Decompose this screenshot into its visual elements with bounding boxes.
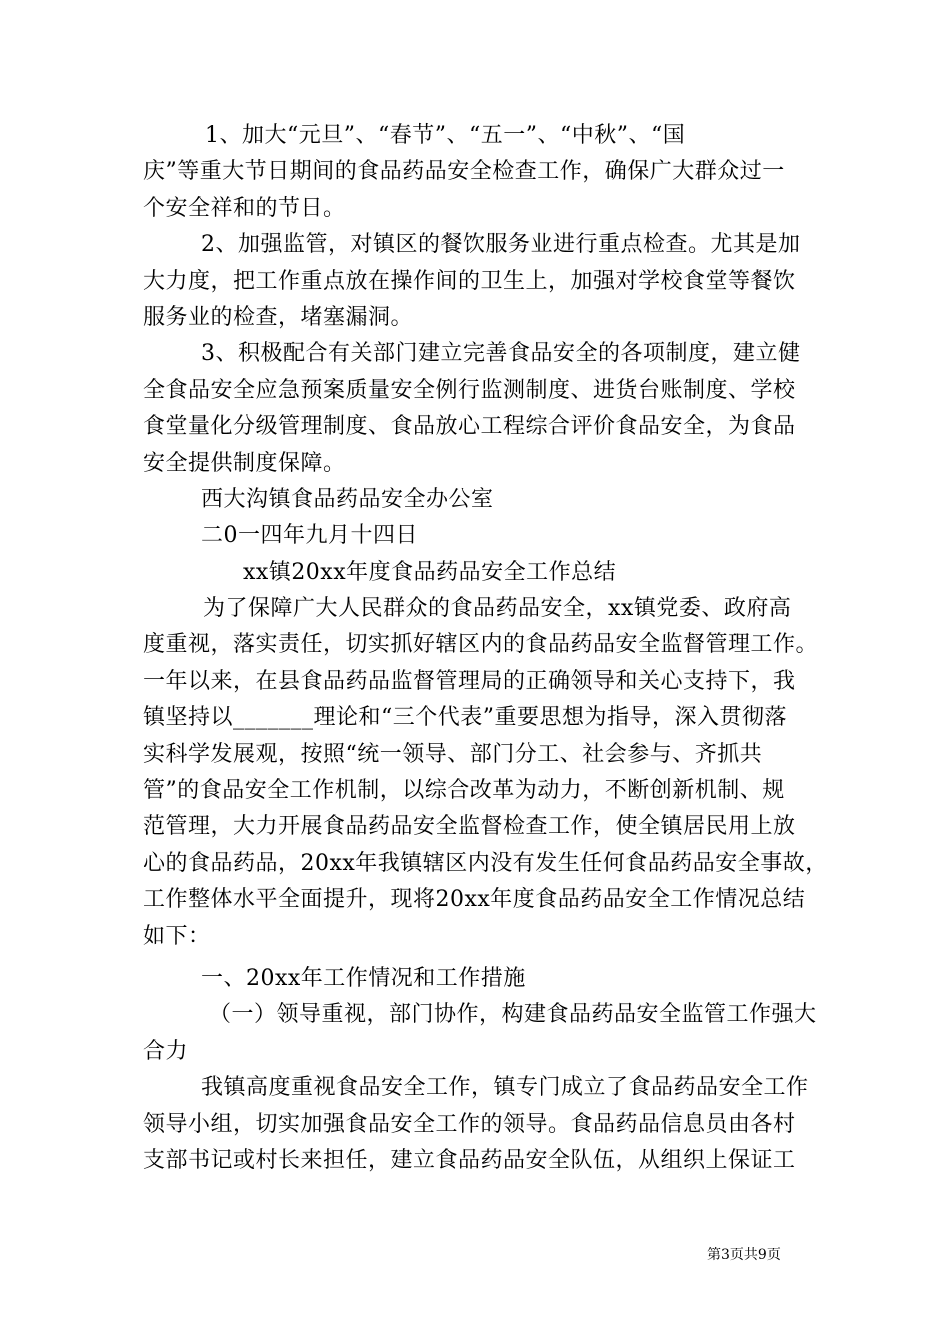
paragraph-line: 安全提供制度保障。 [143,450,346,476]
paragraph-line: 一年以来，在县食品药品监督管理局的正确领导和关心支持下，我 [143,668,796,694]
section-title: xx镇20xx年度食品药品安全工作总结 [243,559,617,585]
paragraph-line: 庆”等重大节日期间的食品药品安全检查工作，确保广大群众过一 [143,159,785,185]
paragraph-line: 度重视，落实责任，切实抓好辖区内的食品药品安全监督管理工作。 [143,632,819,658]
paragraph-line: 1、加大“元旦”、“春节”、“五一”、“中秋”、“国 [205,123,686,148]
paragraph-line: 镇坚持以_______理论和“三个代表”重要思想为指导，深入贯彻落 [143,705,787,731]
signature-office: 西大沟镇食品药品安全办公室 [201,486,494,512]
paragraph-line: 范管理，大力开展食品药品安全监督检查工作，使全镇居民用上放 [143,814,796,840]
paragraph-line: 为了保障广大人民群众的食品药品安全，xx镇党委、政府高 [203,596,792,622]
paragraph-line: 管”的食品安全工作机制，以综合改革为动力，不断创新机制、规 [143,778,785,804]
signature-date: 二0一四年九月十四日 [201,523,418,549]
subsection-heading-cont: 合力 [143,1038,189,1064]
paragraph-line: 2、加强监管，对镇区的餐饮服务业进行重点检查。尤其是加 [201,232,801,258]
paragraph-line: 服务业的检查，堵塞漏洞。 [143,304,414,330]
paragraph-line: 支部书记或村长来担任，建立食品药品安全队伍，从组织上保证工 [143,1147,796,1173]
paragraph-line: 食堂量化分级管理制度、食品放心工程综合评价食品安全，为食品 [143,414,796,440]
section-heading: 一、20xx年工作情况和工作措施 [201,965,526,991]
paragraph-line: 工作整体水平全面提升，现将20xx年度食品药品安全工作情况总结 [143,887,806,913]
paragraph-line: 全食品安全应急预案质量安全例行监测制度、进货台账制度、学校 [143,377,796,403]
paragraph-line: 领导小组，切实加强食品安全工作的领导。食品药品信息员由各村 [143,1111,796,1137]
paragraph-line: 3、积极配合有关部门建立完善食品安全的各项制度，建立健 [201,341,801,367]
paragraph-line: 实科学发展观，按照“统一领导、部门分工、社会参与、齐抓共 [143,741,763,767]
paragraph-line: 个安全祥和的节日。 [143,195,346,221]
paragraph-line: 心的食品药品，20xx年我镇辖区内没有发生任何食品药品安全事故， [143,850,828,876]
paragraph-line: 我镇高度重视食品安全工作，镇专门成立了食品药品安全工作 [201,1075,809,1101]
document-body [143,118,828,1179]
subsection-heading: （一）领导重视，部门协作，构建食品药品安全监管工作强大 [209,1002,817,1028]
paragraph-line: 大力度，把工作重点放在操作间的卫生上，加强对学校食堂等餐饮 [143,268,796,294]
page-number: 第3页共9页 [707,1247,781,1263]
paragraph-line: 如下： [143,923,211,949]
